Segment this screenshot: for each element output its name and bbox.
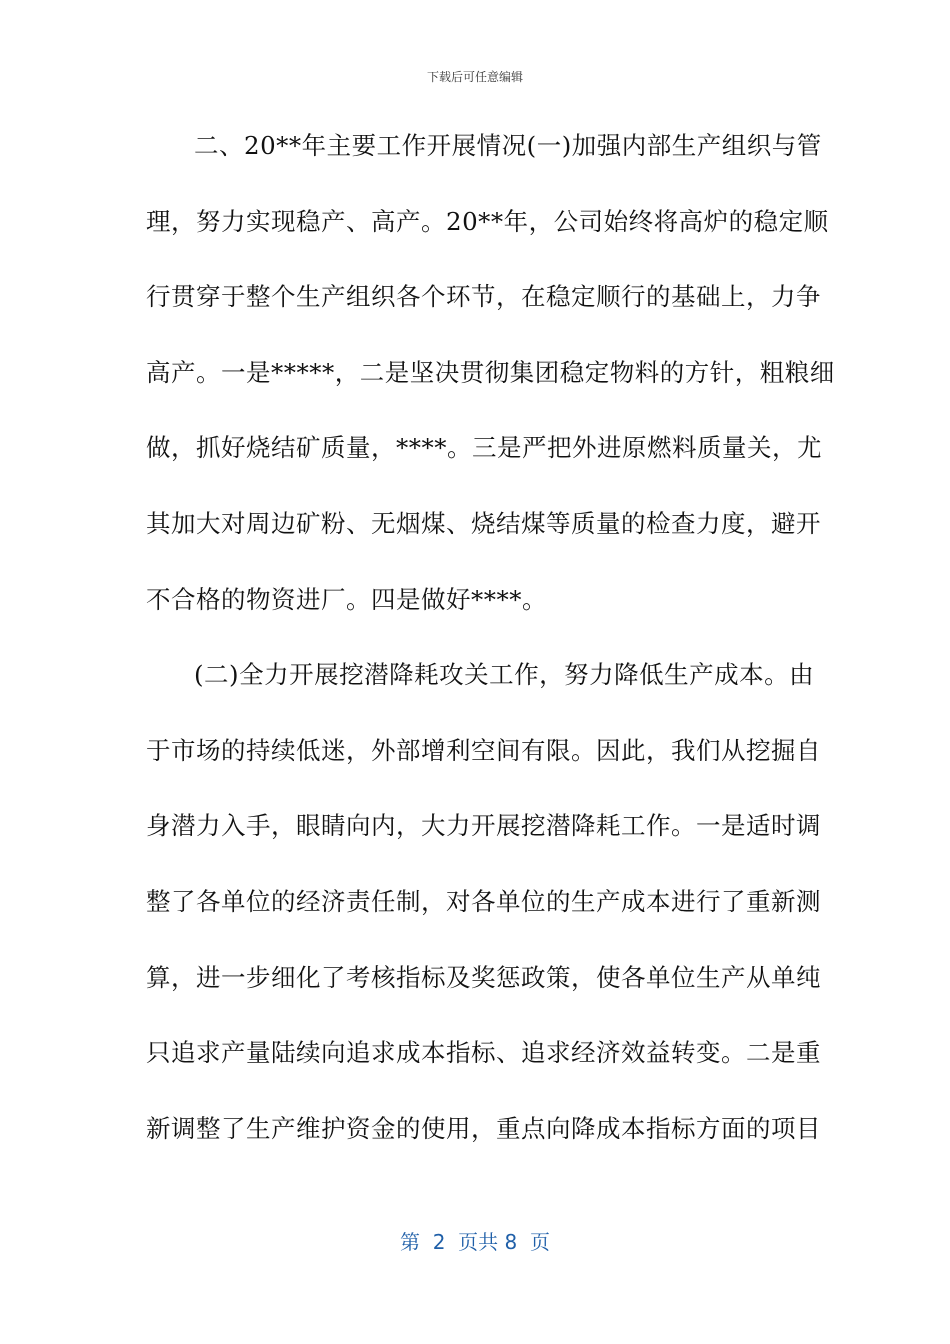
total-pages-number: 8 <box>504 1230 518 1254</box>
page-label-mid: 页共 <box>458 1230 499 1254</box>
text-line: 整了各单位的经济责任制，对各单位的生产成本进行了重新测 <box>146 886 821 916</box>
current-page-number: 2 <box>432 1230 446 1254</box>
text-line: 只追求产量陆续向追求成本指标、追求经济效益转变。二是重 <box>146 1038 821 1068</box>
text-line: 身潜力入手，眼睛向内，大力开展挖潜降耗工作。一是适时调 <box>146 811 821 841</box>
text-line: 新调整了生产维护资金的使用，重点向降成本指标方面的项目 <box>146 1113 821 1143</box>
text-line: 二、20**年主要工作开展情况(一)加强内部生产组织与管 <box>194 131 822 160</box>
text-line: 不合格的物资进厂。四是做好****。 <box>146 584 547 614</box>
page-number-footer <box>0 1226 950 1255</box>
document-body <box>146 126 835 1184</box>
text-line: 其加大对周边矿粉、无烟煤、烧结煤等质量的检查力度，避开 <box>146 508 821 538</box>
text-line: (二)全力开展挖潜降耗攻关工作，努力降低生产成本。由 <box>194 660 815 690</box>
text-line: 高产。一是*****，二是坚决贯彻集团稳定物料的方针，粗粮细 <box>146 357 835 387</box>
text-line: 理，努力实现稳产、高产。20**年，公司始终将高炉的稳定顺 <box>146 206 829 236</box>
text-line: 做，抓好烧结矿质量，****。三是严把外进原燃料质量关，尤 <box>146 433 822 463</box>
page-label-suffix: 页 <box>529 1230 550 1254</box>
page-label-prefix: 第 <box>400 1230 420 1254</box>
text-line: 行贯穿于整个生产组织各个环节，在稳定顺行的基础上，力争 <box>146 282 821 312</box>
text-line: 于市场的持续低迷，外部增利空间有限。因此，我们从挖掘自 <box>146 735 821 765</box>
page-header-note: 下载后可任意编辑 <box>426 70 523 84</box>
text-line: 算，进一步细化了考核指标及奖惩政策，使各单位生产从单纯 <box>146 962 821 992</box>
